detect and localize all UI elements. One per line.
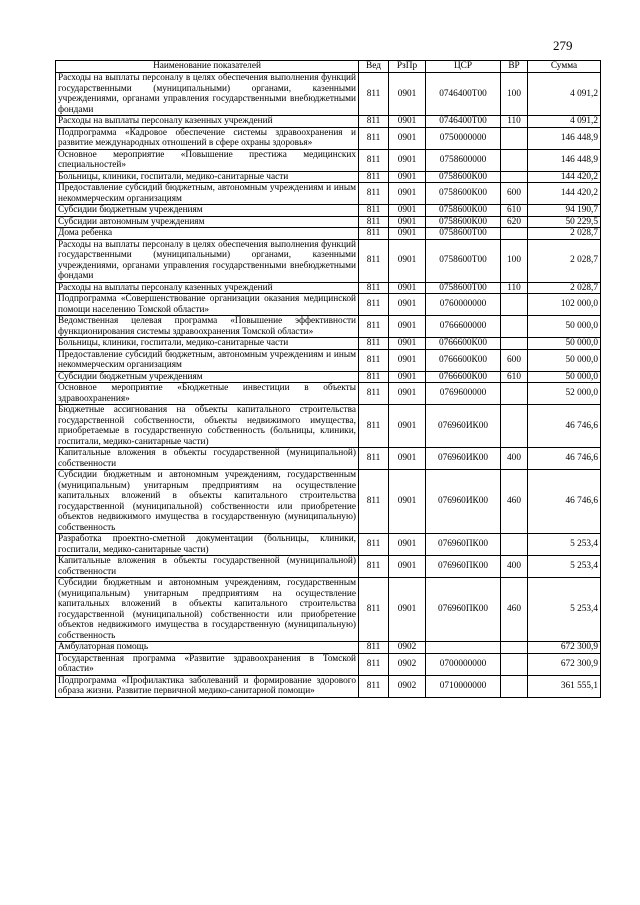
cell-vr: 460 [501,578,528,642]
cell-csr: 076960ПК00 [426,578,501,642]
cell-csr: 0750000000 [426,127,501,149]
table-row [56,349,601,371]
cell-csr: 0769600000 [426,383,501,405]
cell-name: Субсидии бюджетным учреждениям [56,371,359,383]
cell-csr: 0746400Т00 [426,73,501,116]
cell-csr: 076960ПК00 [426,556,501,578]
cell-ved: 811 [359,183,389,205]
table-row [56,642,601,654]
cell-csr: 076960ИК00 [426,448,501,470]
cell-csr: 0758600К00 [426,171,501,183]
cell-rzpr: 0901 [389,338,426,350]
table-row [56,149,601,171]
cell-name: Субсидии бюджетным и автономным учреждениям, государственным (муниципальным) унитарным предприятиям на осуществление капитальных вложений в объекты капитального строительства государственной (муниципальной) собственности или приобретение объектов недвижимого имущества в государственную (муниципальную) собственность [56,578,359,642]
cell-vr [501,405,528,448]
cell-csr: 0766600000 [426,316,501,338]
cell-sum: 144 420,2 [528,183,601,205]
cell-csr: 0766600К00 [426,371,501,383]
cell-csr: 0766600К00 [426,349,501,371]
cell-name: Расходы на выплаты персоналу в целях обеспечения выполнения функций государственными (муниципальными) органами, казенными учреждениями, органами управления государственными внебюджетными фондами [56,239,359,282]
cell-vr [501,653,528,675]
cell-ved: 811 [359,653,389,675]
cell-ved: 811 [359,127,389,149]
cell-csr: 0758600Т00 [426,239,501,282]
cell-vr [501,534,528,556]
cell-rzpr: 0901 [389,470,426,534]
cell-rzpr: 0901 [389,171,426,183]
cell-sum: 361 555,1 [528,675,601,697]
cell-vr: 610 [501,205,528,217]
cell-name: Основное мероприятие «Бюджетные инвестиции в объекты здравоохранения» [56,383,359,405]
cell-rzpr: 0901 [389,127,426,149]
cell-sum: 4 091,2 [528,116,601,128]
cell-sum: 672 300,9 [528,642,601,654]
cell-vr [501,127,528,149]
cell-ved: 811 [359,171,389,183]
cell-csr: 0758600Т00 [426,228,501,240]
table-row [56,127,601,149]
cell-vr: 100 [501,73,528,116]
header-name: Наименование показателей [56,61,359,73]
cell-name: Расходы на выплаты персоналу казенных учреждений [56,282,359,294]
cell-name: Бюджетные ассигнования на объекты капитального строительства государственной собственности, объекты недвижимого имущества, приобретаемые в государственную собственность (больницы, клиники, госпитали, медико-санитарные части) [56,405,359,448]
cell-vr: 110 [501,282,528,294]
cell-vr [501,171,528,183]
cell-sum: 46 746,6 [528,405,601,448]
cell-sum: 94 190,7 [528,205,601,217]
cell-rzpr: 0901 [389,116,426,128]
cell-rzpr: 0901 [389,383,426,405]
cell-rzpr: 0902 [389,675,426,697]
cell-sum: 2 028,7 [528,282,601,294]
cell-name: Капитальные вложения в объекты государственной (муниципальной) собственности [56,448,359,470]
table-body [56,73,601,698]
header-csr: ЦСР [426,61,501,73]
header-sum: Сумма [528,61,601,73]
cell-csr: 0746400Т00 [426,116,501,128]
cell-vr: 400 [501,556,528,578]
cell-name: Дома ребенка [56,228,359,240]
cell-ved: 811 [359,675,389,697]
table-row [56,653,601,675]
cell-name: Разработка проектно-сметной документации (больницы, клиники, госпитали, медико-санитарные части) [56,534,359,556]
header-vr: ВР [501,61,528,73]
table-row [56,205,601,217]
cell-ved: 811 [359,642,389,654]
table-row [56,216,601,228]
table-header-row [56,61,601,73]
cell-ved: 811 [359,448,389,470]
cell-rzpr: 0901 [389,534,426,556]
cell-rzpr: 0901 [389,183,426,205]
cell-ved: 811 [359,316,389,338]
table-row [56,371,601,383]
cell-rzpr: 0901 [389,316,426,338]
cell-sum: 50 000,0 [528,316,601,338]
cell-csr: 0710000000 [426,675,501,697]
cell-name: Амбулаторная помощь [56,642,359,654]
cell-rzpr: 0901 [389,578,426,642]
cell-csr: 0758600К00 [426,216,501,228]
cell-vr: 620 [501,216,528,228]
cell-rzpr: 0901 [389,282,426,294]
table-row [56,470,601,534]
cell-rzpr: 0901 [389,405,426,448]
cell-sum: 5 253,4 [528,534,601,556]
cell-vr [501,149,528,171]
cell-name: Расходы на выплаты персоналу в целях обеспечения выполнения функций государственными (муниципальными) органами, казенными учреждениями, органами управления государственными внебюджетными фондами [56,73,359,116]
cell-rzpr: 0902 [389,653,426,675]
table-row [56,383,601,405]
cell-sum: 2 028,7 [528,239,601,282]
cell-ved: 811 [359,338,389,350]
table-row [56,294,601,316]
cell-rzpr: 0902 [389,642,426,654]
cell-name: Капитальные вложения в объекты государственной (муниципальной) собственности [56,556,359,578]
cell-ved: 811 [359,371,389,383]
cell-sum: 2 028,7 [528,228,601,240]
cell-name: Основное мероприятие «Повышение престижа медицинских специальностей» [56,149,359,171]
cell-sum: 50 000,0 [528,349,601,371]
cell-rzpr: 0901 [389,228,426,240]
cell-sum: 4 091,2 [528,73,601,116]
cell-sum: 50 000,0 [528,338,601,350]
cell-csr: 0700000000 [426,653,501,675]
cell-vr [501,383,528,405]
cell-sum: 146 448,9 [528,127,601,149]
cell-sum: 46 746,6 [528,470,601,534]
table-row [56,675,601,697]
table-row [56,171,601,183]
cell-rzpr: 0901 [389,216,426,228]
cell-name: Субсидии бюджетным и автономным учреждениям, государственным (муниципальным) унитарным предприятиям на осуществление капитальных вложений в объекты капитального строительства государственной (муниципальной) собственности или приобретение объектов недвижимого имущества в государственную (муниципальную) собственность [56,470,359,534]
cell-sum: 52 000,0 [528,383,601,405]
cell-sum: 50 000,0 [528,371,601,383]
cell-name: Больницы, клиники, госпитали, медико-санитарные части [56,338,359,350]
cell-ved: 811 [359,228,389,240]
cell-name: Расходы на выплаты персоналу казенных учреждений [56,116,359,128]
cell-sum: 50 229,5 [528,216,601,228]
cell-vr: 110 [501,116,528,128]
cell-ved: 811 [359,216,389,228]
cell-vr: 100 [501,239,528,282]
cell-csr [426,642,501,654]
cell-vr [501,642,528,654]
cell-ved: 811 [359,556,389,578]
page-number: 279 [553,38,573,53]
cell-vr: 400 [501,448,528,470]
cell-ved: 811 [359,205,389,217]
table-row [56,316,601,338]
table-row [56,534,601,556]
cell-ved: 811 [359,383,389,405]
cell-csr: 0758600К00 [426,205,501,217]
cell-csr: 0758600К00 [426,183,501,205]
cell-csr: 0760000000 [426,294,501,316]
table-row [56,73,601,116]
cell-vr: 460 [501,470,528,534]
table-row [56,116,601,128]
cell-csr: 076960ИК00 [426,470,501,534]
cell-name: Больницы, клиники, госпитали, медико-санитарные части [56,171,359,183]
cell-rzpr: 0901 [389,448,426,470]
table-row [56,282,601,294]
cell-vr: 610 [501,371,528,383]
cell-rzpr: 0901 [389,149,426,171]
cell-rzpr: 0901 [389,239,426,282]
cell-vr [501,294,528,316]
cell-ved: 811 [359,578,389,642]
cell-sum: 46 746,6 [528,448,601,470]
cell-vr: 600 [501,183,528,205]
cell-csr: 076960ПК00 [426,534,501,556]
cell-rzpr: 0901 [389,73,426,116]
cell-vr [501,316,528,338]
cell-name: Предоставление субсидий бюджетным, автономным учреждениям и иным некоммерческим организациям [56,183,359,205]
cell-sum: 146 448,9 [528,149,601,171]
table-row [56,228,601,240]
table-row [56,183,601,205]
cell-rzpr: 0901 [389,349,426,371]
cell-name: Субсидии автономным учреждениям [56,216,359,228]
cell-name: Подпрограмма «Кадровое обеспечение системы здравоохранения и развитие международных отношений в сфере охраны здоровья» [56,127,359,149]
header-ved: Вед [359,61,389,73]
cell-name: Подпрограмма «Совершенствование организации оказания медицинской помощи населению Томской области» [56,294,359,316]
table-row [56,448,601,470]
cell-csr: 0766600К00 [426,338,501,350]
cell-ved: 811 [359,73,389,116]
cell-vr [501,338,528,350]
cell-ved: 811 [359,149,389,171]
cell-ved: 811 [359,294,389,316]
cell-rzpr: 0901 [389,556,426,578]
cell-vr [501,228,528,240]
cell-name: Подпрограмма «Профилактика заболеваний и формирование здорового образа жизни. Развитие первичной медико-санитарной помощи» [56,675,359,697]
header-rzpr: РзПр [389,61,426,73]
cell-vr [501,675,528,697]
cell-ved: 811 [359,349,389,371]
table-row [56,556,601,578]
table-row [56,405,601,448]
cell-name: Субсидии бюджетным учреждениям [56,205,359,217]
table-row [56,239,601,282]
cell-name: Предоставление субсидий бюджетным, автономным учреждениям и иным некоммерческим организациям [56,349,359,371]
cell-rzpr: 0901 [389,371,426,383]
budget-table [55,60,601,698]
cell-ved: 811 [359,534,389,556]
cell-name: Ведомственная целевая программа «Повышение эффективности функционирования системы здравоохранения Томской области» [56,316,359,338]
cell-sum: 144 420,2 [528,171,601,183]
cell-rzpr: 0901 [389,205,426,217]
cell-ved: 811 [359,470,389,534]
cell-sum: 5 253,4 [528,578,601,642]
cell-name: Государственная программа «Развитие здравоохранения в Томской области» [56,653,359,675]
cell-vr: 600 [501,349,528,371]
cell-csr: 0758600000 [426,149,501,171]
table-row [56,578,601,642]
table-row [56,338,601,350]
cell-ved: 811 [359,282,389,294]
cell-sum: 102 000,0 [528,294,601,316]
cell-rzpr: 0901 [389,294,426,316]
cell-ved: 811 [359,116,389,128]
cell-ved: 811 [359,239,389,282]
cell-csr: 076960ИК00 [426,405,501,448]
cell-sum: 5 253,4 [528,556,601,578]
cell-sum: 672 300,9 [528,653,601,675]
cell-csr: 0758600Т00 [426,282,501,294]
cell-ved: 811 [359,405,389,448]
